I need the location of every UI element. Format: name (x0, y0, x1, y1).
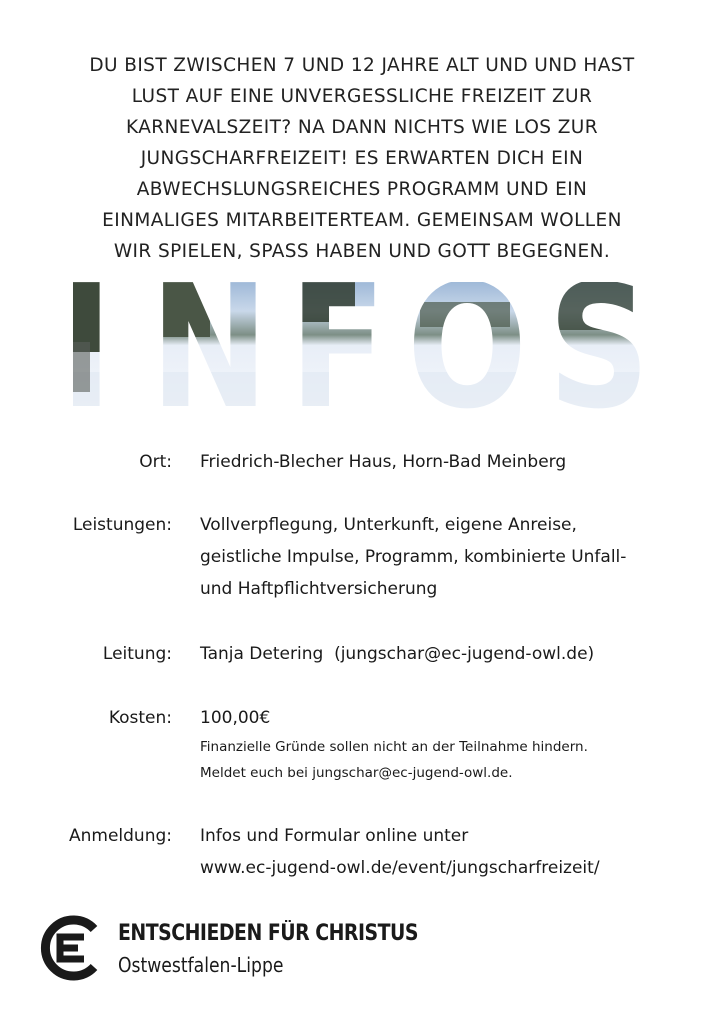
kosten-value (200, 702, 700, 786)
leistungen-line: und Haftpflichtversicherung (200, 579, 438, 599)
leitung-text: Tanja Detering (jungschar@ec-jugend-owl.de) (200, 644, 595, 664)
anmeldung-line: Infos und Formular online unter (200, 826, 469, 846)
leistungen-line: geistliche Impulse, Programm, kombinierte Unfall- (200, 547, 627, 567)
anmeldung-label: Anmeldung: (68, 826, 172, 846)
ec-logo-icon (38, 915, 104, 981)
ec-logo (38, 913, 458, 989)
intro-text (50, 50, 674, 267)
leistungen-value (200, 509, 700, 605)
kosten-note-line: Meldet euch bei jungschar@ec-jugend-owl.de. (200, 765, 513, 781)
intro-line: DU BIST ZWISCHEN 7 UND 12 JAHRE ALT UND UND HAST (89, 55, 635, 76)
ort-label: Ort: (139, 452, 172, 472)
snow-photo-fill (60, 282, 650, 414)
anmeldung-link[interactable]: www.ec-jugend-owl.de/event/jungscharfreizeit/ (200, 858, 600, 878)
intro-line: KARNEVALSZEIT? NA DANN NICHTS WIE LOS ZUR (125, 117, 599, 138)
ort-text: Friedrich-Blecher Haus, Horn-Bad Meinberg (200, 452, 567, 472)
intro-line: ABWECHSLUNGSREICHES PROGRAMM UND EIN (136, 179, 588, 200)
logo-subtitle: Ostwestfalen-Lippe (118, 953, 284, 977)
logo-title: ENTSCHIEDEN FÜR CHRISTUS (118, 921, 418, 946)
intro-line: EINMALIGES MITARBEITERTEAM. GEMEINSAM WOLLEN (102, 210, 622, 231)
intro-line: WIR SPIELEN, SPASS HABEN UND GOTT BEGEGNEN. (113, 241, 611, 262)
intro-line: LUST AUF EINE UNVERGESSLICHE FREIZEIT ZUR (131, 86, 593, 107)
anmeldung-value (200, 820, 700, 884)
kosten-note-line: Finanzielle Gründe sollen nicht an der Teilnahme hindern. (200, 739, 588, 755)
leistungen-label: Leistungen: (72, 515, 172, 535)
leitung-value (200, 638, 700, 670)
infos-headline (60, 282, 650, 414)
leitung-label: Leitung: (102, 644, 172, 664)
kosten-label: Kosten: (108, 708, 172, 728)
intro-line: JUNGSCHARFREIZEIT! ES ERWARTEN DICH EIN (140, 148, 584, 169)
kosten-price: 100,00€ (200, 708, 271, 728)
ort-value (200, 446, 700, 478)
leistungen-line: Vollverpflegung, Unterkunft, eigene Anreise, (200, 515, 577, 535)
